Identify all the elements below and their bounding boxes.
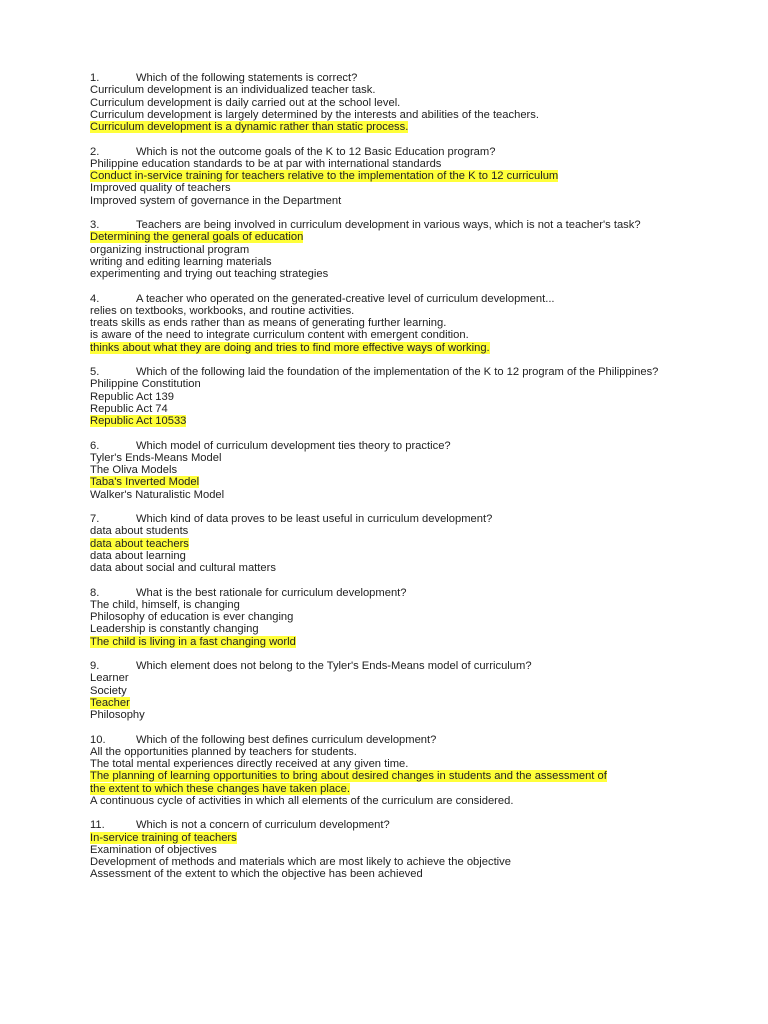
question-text: Which is not a concern of curriculum development? <box>136 819 390 832</box>
answer-option <box>90 562 690 574</box>
answer-option <box>90 391 690 403</box>
answer-option <box>90 489 690 501</box>
option-text-highlighted: thinks about what they are doing and tries to find more effective ways of working. <box>90 341 490 354</box>
option-text: All the opportunities planned by teachers for students. <box>90 745 357 758</box>
question-9 <box>90 660 690 721</box>
question-text: Which of the following statements is correct? <box>136 72 358 84</box>
answer-option <box>90 452 690 464</box>
option-text: organizing instructional program <box>90 243 250 256</box>
answer-option <box>90 856 690 868</box>
question-text: A teacher who operated on the generated-creative level of curriculum development... <box>136 292 555 305</box>
answer-option <box>90 256 690 268</box>
question-list <box>90 72 690 893</box>
option-text: Philippine Constitution <box>90 378 201 391</box>
option-text: experimenting and trying out teaching strategies <box>90 268 329 280</box>
answer-option <box>90 795 690 807</box>
option-text-highlighted: In-service training of teachers <box>90 831 237 844</box>
answer-option-highlighted <box>90 636 690 648</box>
answer-option <box>90 97 690 109</box>
answer-option <box>90 182 690 194</box>
answer-option-highlighted <box>90 121 690 133</box>
answer-option-highlighted <box>90 697 690 709</box>
answer-option <box>90 844 690 856</box>
answer-option <box>90 550 690 562</box>
answer-option <box>90 611 690 623</box>
answer-option <box>90 672 690 684</box>
answer-option-highlighted <box>90 170 690 182</box>
question-number: 9. <box>90 660 100 672</box>
question-number: 1. <box>90 72 100 84</box>
option-text: Development of methods and materials which are most likely to achieve the objective <box>90 856 511 868</box>
question-number: 8. <box>90 586 100 599</box>
option-text: Curriculum development is daily carried out at the school level. <box>90 96 401 109</box>
question-stem <box>90 72 690 84</box>
answer-option <box>90 378 690 390</box>
option-text: Improved quality of teachers <box>90 182 231 195</box>
answer-option <box>90 464 690 476</box>
answer-option-highlighted <box>90 538 690 550</box>
question-text: What is the best rationale for curriculum development? <box>136 586 407 599</box>
option-text-highlighted: Taba's Inverted Model <box>90 476 200 489</box>
option-text: Philippine education standards to be at par with international standards <box>90 157 442 170</box>
answer-option <box>90 709 690 721</box>
question-stem <box>90 219 690 231</box>
option-text: Leadership is constantly changing <box>90 623 259 636</box>
option-text: treats skills as ends rather than as means of generating further learning. <box>90 317 447 329</box>
question-stem <box>90 660 690 672</box>
option-text: A continuous cycle of activities in which all elements of the curriculum are considered. <box>90 794 514 807</box>
answer-option <box>90 317 690 329</box>
option-text: Improved system of governance in the Department <box>90 194 342 207</box>
question-stem <box>90 293 690 305</box>
answer-option <box>90 305 690 317</box>
answer-option <box>90 685 690 697</box>
question-stem <box>90 587 690 599</box>
option-text: The child, himself, is changing <box>90 598 240 611</box>
question-text: Which is not the outcome goals of the K to 12 Basic Education program? <box>136 145 496 158</box>
option-text: is aware of the need to integrate curriculum content with emergent condition. <box>90 329 469 342</box>
answer-option-highlighted <box>90 415 690 427</box>
question-number: 3. <box>90 219 100 231</box>
option-text: Republic Act 74 <box>90 402 168 415</box>
option-text-highlighted: data about teachers <box>90 537 189 550</box>
answer-option-highlighted <box>90 832 690 844</box>
option-text: data about students <box>90 525 189 538</box>
option-text: Learner <box>90 672 129 685</box>
question-number: 5. <box>90 366 100 378</box>
question-number: 11. <box>90 819 105 832</box>
answer-option-highlighted <box>90 342 690 354</box>
question-10 <box>90 734 690 808</box>
question-number: 10. <box>90 733 106 746</box>
answer-option <box>90 599 690 611</box>
answer-option <box>90 268 690 280</box>
answer-option-highlighted <box>90 770 620 795</box>
option-text-highlighted: Conduct in-service training for teachers relative to the implementation of the K to 12 curriculum <box>90 170 559 182</box>
question-text: Which of the following laid the foundation of the implementation of the K to 12 program of the Philippines? <box>136 366 659 378</box>
option-text: writing and editing learning materials <box>90 255 272 268</box>
question-stem <box>90 819 690 831</box>
answer-option <box>90 525 690 537</box>
answer-option <box>90 244 690 256</box>
answer-option <box>90 868 690 880</box>
question-stem <box>90 366 690 378</box>
answer-option <box>90 403 690 415</box>
answer-option <box>90 195 690 207</box>
question-text: Which model of curriculum development ties theory to practice? <box>136 439 451 452</box>
question-text: Which element does not belong to the Tyler's Ends-Means model of curriculum? <box>136 660 532 672</box>
question-6 <box>90 440 690 501</box>
question-number: 4. <box>90 292 100 305</box>
question-stem <box>90 734 690 746</box>
option-text: data about social and cultural matters <box>90 562 276 574</box>
question-4 <box>90 293 690 354</box>
question-stem <box>90 513 690 525</box>
option-text: data about learning <box>90 549 186 562</box>
answer-option <box>90 84 690 96</box>
option-text-highlighted: The child is living in a fast changing world <box>90 635 296 648</box>
question-stem <box>90 146 690 158</box>
option-text: Assessment of the extent to which the objective has been achieved <box>90 868 423 881</box>
answer-option <box>90 329 690 341</box>
question-1 <box>90 72 690 133</box>
question-text: Which of the following best defines curriculum development? <box>136 733 437 746</box>
question-3 <box>90 219 690 280</box>
answer-option <box>90 758 690 770</box>
question-number: 6. <box>90 439 100 452</box>
question-11 <box>90 819 690 880</box>
question-number: 2. <box>90 145 100 158</box>
option-text: Republic Act 139 <box>90 390 174 403</box>
answer-option-highlighted <box>90 476 690 488</box>
option-text: Philosophy <box>90 709 145 721</box>
option-text: Philosophy of education is ever changing <box>90 611 294 623</box>
answer-option <box>90 746 690 758</box>
option-text: The Oliva Models <box>90 464 178 476</box>
option-text-highlighted: Curriculum development is a dynamic rather than static process. <box>90 121 409 133</box>
question-8 <box>90 587 690 648</box>
question-text: Which kind of data proves to be least useful in curriculum development? <box>136 513 493 525</box>
answer-option <box>90 109 690 121</box>
option-text-highlighted: The planning of learning opportunities to bring about desired changes in students and the assessment of the extent to which these changes have taken place. <box>90 770 607 795</box>
option-text: Examination of objectives <box>90 843 217 856</box>
option-text: relies on textbooks, workbooks, and routine activities. <box>90 304 355 317</box>
answer-option <box>90 158 690 170</box>
answer-option <box>90 623 690 635</box>
option-text: Curriculum development is an individualized teacher task. <box>90 84 376 97</box>
question-5 <box>90 366 690 427</box>
option-text: Curriculum development is largely determined by the interests and abilities of the teachers. <box>90 108 539 121</box>
question-number: 7. <box>90 513 100 525</box>
question-text: Teachers are being involved in curriculum development in various ways, which is not a teacher's task? <box>136 219 641 231</box>
option-text: Society <box>90 684 127 697</box>
question-7 <box>90 513 690 574</box>
option-text: The total mental experiences directly received at any given time. <box>90 758 409 770</box>
option-text: Tyler's Ends-Means Model <box>90 451 222 464</box>
option-text-highlighted: Teacher <box>90 696 130 709</box>
question-stem <box>90 440 690 452</box>
answer-option-highlighted <box>90 231 690 243</box>
option-text-highlighted: Republic Act 10533 <box>90 415 187 427</box>
option-text-highlighted: Determining the general goals of education <box>90 231 304 244</box>
option-text: Walker's Naturalistic Model <box>90 488 225 501</box>
question-2 <box>90 146 690 207</box>
